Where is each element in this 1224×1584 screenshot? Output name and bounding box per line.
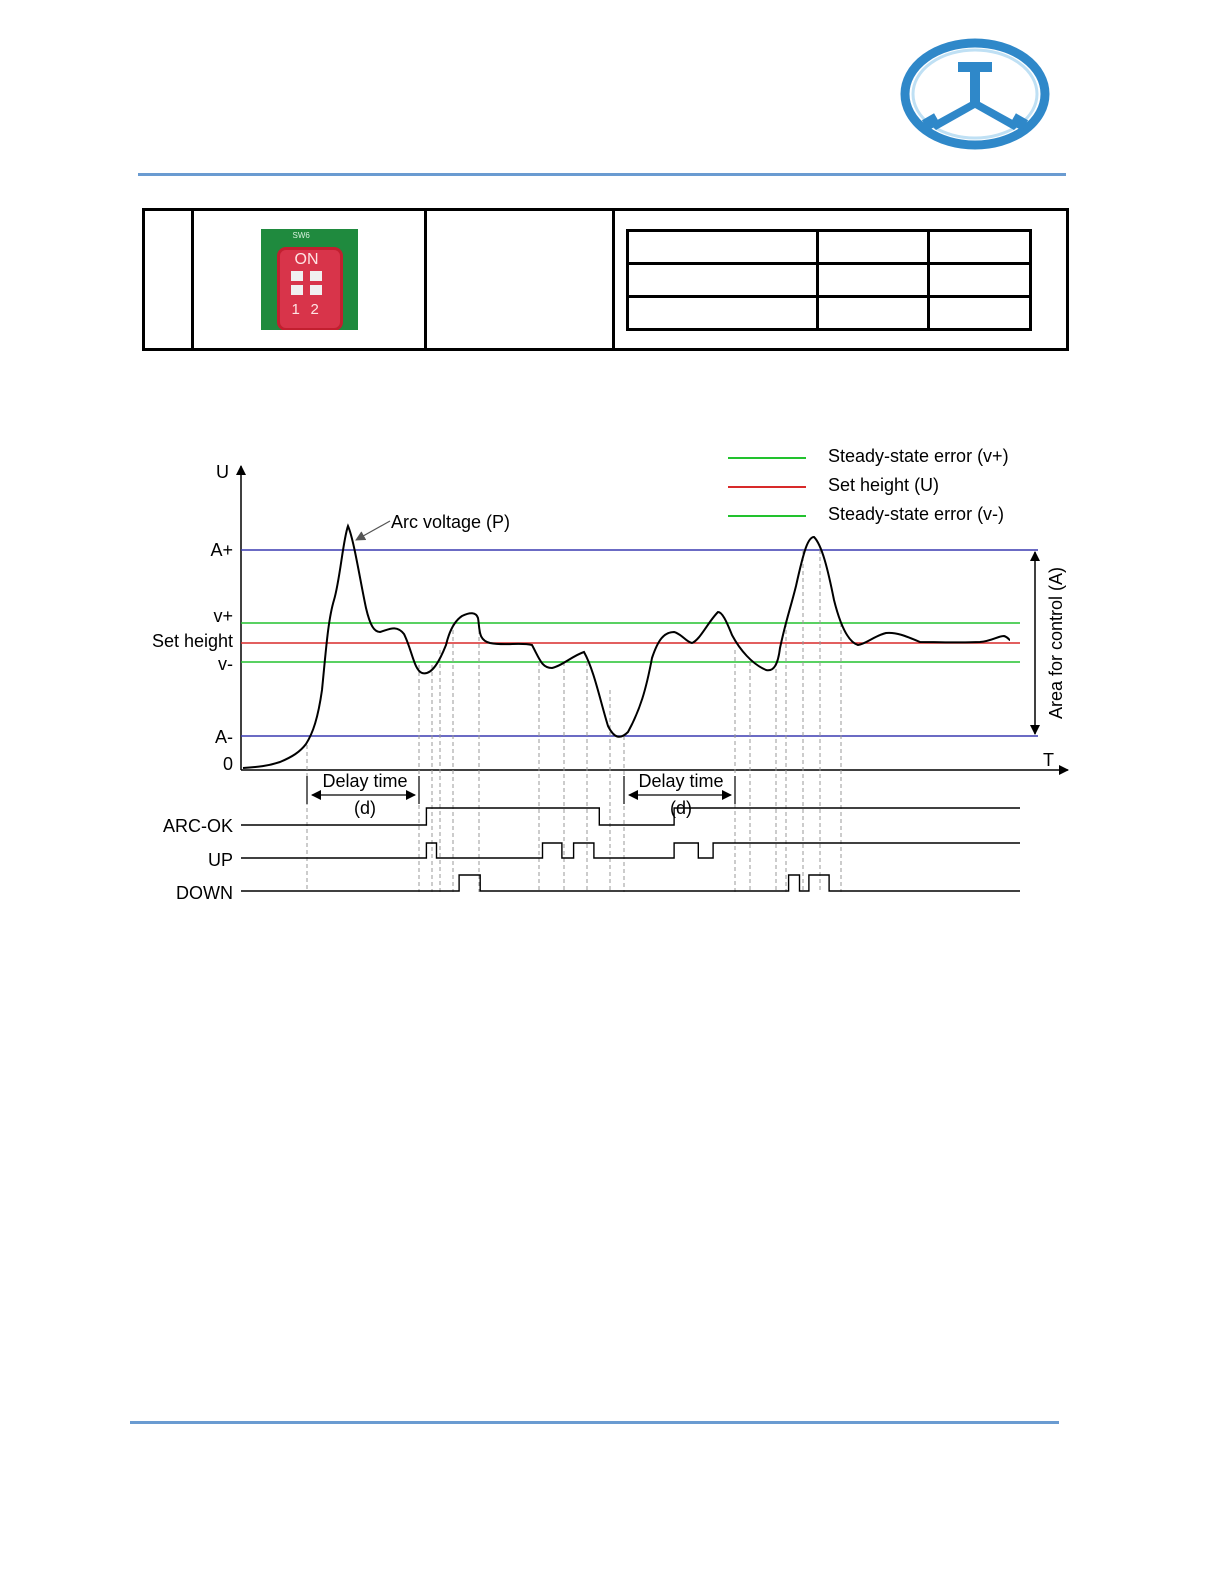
down-signal xyxy=(241,875,1020,891)
up-signal xyxy=(241,843,1020,858)
v-minus-label: v- xyxy=(218,654,233,674)
arc-voltage-label: Arc voltage (P) xyxy=(391,512,511,532)
arc-voltage-pointer xyxy=(356,521,390,540)
legend-label-v-minus: Steady-state error (v-) xyxy=(828,504,1005,524)
delay-2-label: Delay time xyxy=(638,771,724,791)
switch-silkscreen-label: SW6 xyxy=(292,231,310,240)
a-plus-label: A+ xyxy=(210,540,233,560)
set-height-label: Set height xyxy=(151,631,233,651)
footer-rule xyxy=(130,1421,1059,1424)
down-label: DOWN xyxy=(176,883,233,903)
switch-position-1: 1 xyxy=(291,301,300,318)
up-label: UP xyxy=(207,850,233,870)
arc-voltage-curve xyxy=(243,526,1010,768)
y-axis-label: U xyxy=(216,462,229,482)
a-minus-label: A- xyxy=(215,727,233,747)
delay-1-symbol: (d) xyxy=(354,798,376,818)
delay-1-label: Delay time xyxy=(322,771,408,791)
zero-label: 0 xyxy=(222,754,233,774)
switch-position-2: 2 xyxy=(310,301,319,318)
legend-label-set-height: Set height (U) xyxy=(828,475,940,495)
control-area-label: Area for control (A) xyxy=(1046,566,1066,720)
delay-2-symbol: (d) xyxy=(670,798,692,818)
legend-label-v-plus: Steady-state error (v+) xyxy=(828,446,1009,466)
event-markers xyxy=(307,550,841,892)
v-plus-label: v+ xyxy=(213,606,233,626)
x-axis-label: T xyxy=(1043,750,1054,770)
arc-ok-label: ARC-OK xyxy=(162,816,233,836)
switch-on-label: ON xyxy=(294,251,319,268)
